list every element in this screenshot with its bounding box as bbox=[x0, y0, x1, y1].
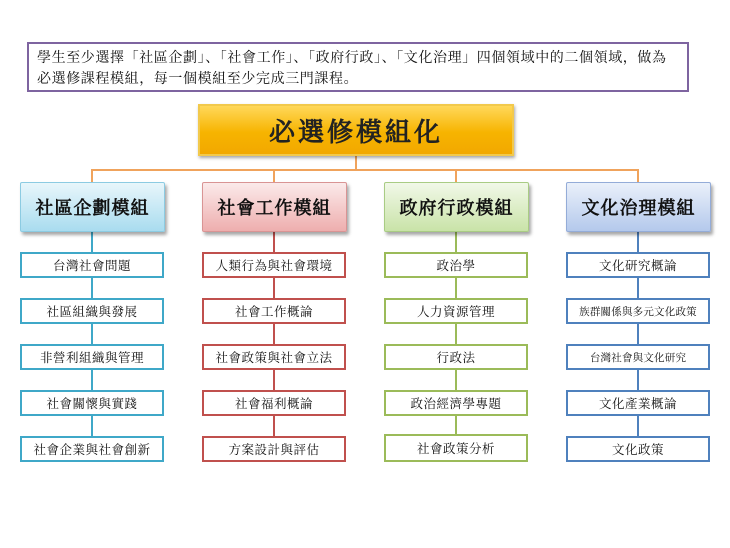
course-item bbox=[20, 390, 164, 416]
module-title: 社會工作模組 bbox=[217, 198, 332, 219]
course-item bbox=[384, 252, 528, 278]
course-item bbox=[384, 434, 528, 462]
course-item bbox=[20, 298, 164, 324]
course-item bbox=[384, 344, 528, 370]
course-label: 社會政策與社會立法 bbox=[215, 350, 333, 365]
course-item bbox=[566, 436, 710, 462]
module-title: 文化治理模組 bbox=[581, 198, 696, 219]
course-item bbox=[202, 252, 346, 278]
course-label: 非營利組織與管理 bbox=[39, 350, 144, 365]
root-connector bbox=[92, 156, 638, 182]
course-item bbox=[20, 436, 164, 462]
course-item bbox=[202, 390, 346, 416]
module-community-planning bbox=[20, 182, 165, 232]
course-label: 台灣社會問題 bbox=[52, 258, 131, 273]
module-cultural-governance bbox=[566, 182, 711, 232]
course-item bbox=[566, 344, 710, 370]
course-item bbox=[20, 252, 164, 278]
requirement-note-text: 學生至少選擇「社區企劃」、「社會工作」、「政府行政」、「文化治理」四個領域中的二個領域，做為必選修課程模組，每一個模組至少完成三門課程。 bbox=[37, 50, 667, 87]
course-item bbox=[384, 298, 528, 324]
course-item bbox=[20, 344, 164, 370]
course-label: 社會福利概論 bbox=[234, 396, 313, 411]
course-label: 社區組織與發展 bbox=[46, 304, 138, 319]
course-label: 政治學 bbox=[436, 258, 476, 273]
course-label: 社會工作概論 bbox=[234, 304, 313, 319]
module-title: 社區企劃模組 bbox=[35, 198, 150, 219]
module-social-work bbox=[202, 182, 347, 232]
course-label: 行政法 bbox=[436, 350, 476, 365]
root-node bbox=[198, 104, 514, 156]
course-label: 社會政策分析 bbox=[416, 441, 495, 456]
module-title: 政府行政模組 bbox=[399, 198, 514, 219]
course-item bbox=[202, 344, 346, 370]
course-label: 文化政策 bbox=[611, 442, 664, 457]
course-label: 文化產業概論 bbox=[598, 396, 677, 411]
course-item bbox=[202, 298, 346, 324]
root-label: 必選修模組化 bbox=[268, 117, 443, 148]
course-label: 方案設計與評估 bbox=[228, 442, 320, 457]
module-public-administration bbox=[384, 182, 529, 232]
course-label: 社會關懷與實踐 bbox=[46, 396, 138, 411]
course-label: 台灣社會與文化研究 bbox=[589, 351, 687, 364]
course-item bbox=[384, 390, 528, 416]
course-label: 族群關係與多元文化政策 bbox=[579, 305, 697, 318]
course-label: 人類行為與社會環境 bbox=[215, 258, 333, 273]
course-label: 政治經濟學專題 bbox=[410, 396, 502, 411]
course-label: 文化研究概論 bbox=[598, 258, 677, 273]
course-item bbox=[566, 252, 710, 278]
course-item bbox=[566, 298, 710, 324]
course-item bbox=[566, 390, 710, 416]
course-label: 人力資源管理 bbox=[416, 304, 495, 319]
course-label: 社會企業與社會創新 bbox=[33, 442, 151, 457]
course-item bbox=[202, 436, 346, 462]
